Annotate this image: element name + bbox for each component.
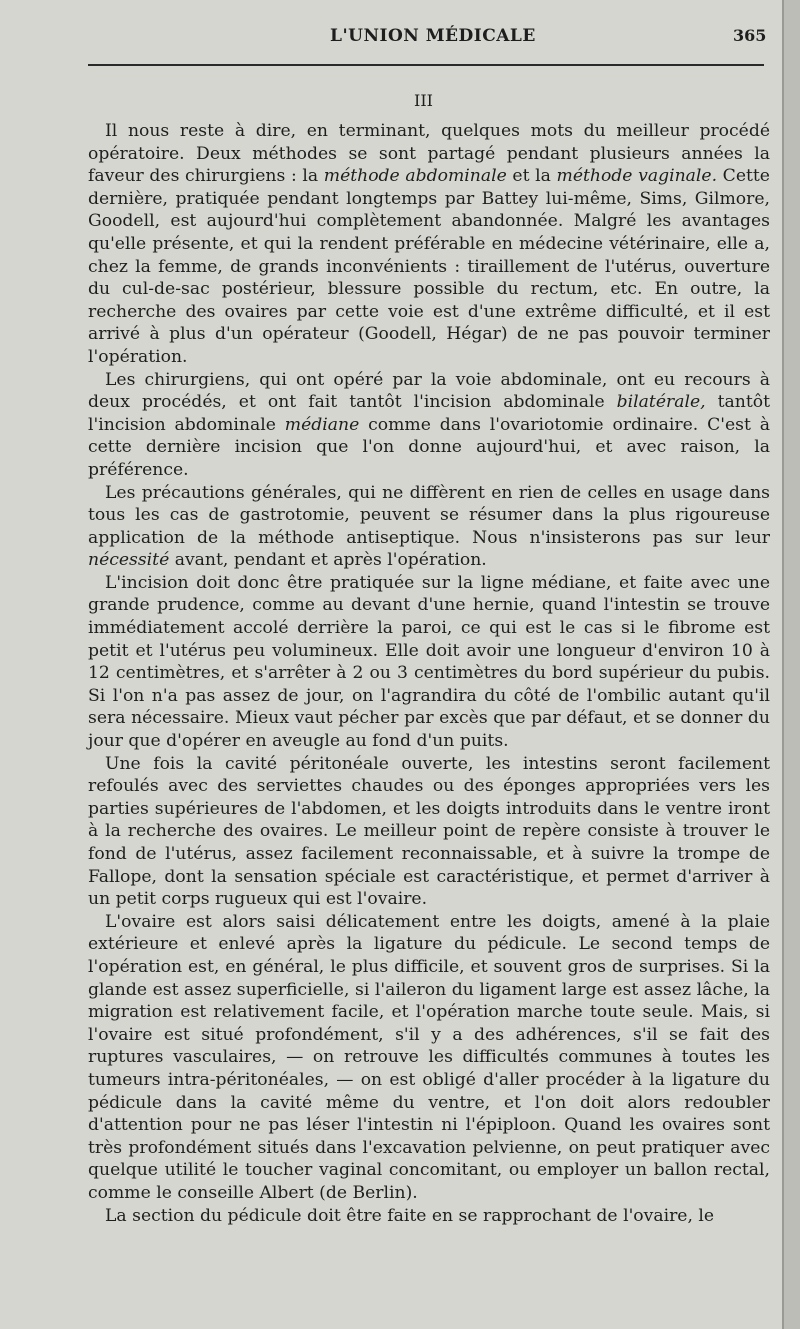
text-run: Les précautions générales, qui ne diffèrent en rien de celles en usage dans tous les cas de gastrotomie, peuvent se résumer dans la plus rigoureuse application de la méthode antiseptique. Nous n'insisterons pas sur leur bbox=[88, 482, 770, 548]
running-header bbox=[0, 26, 782, 50]
paragraph-4: L'incision doit donc être pratiquée sur la ligne médiane, et faite avec une grande prudence, comme au devant d'une hernie, quand l'intestin se trouve immédiatement accolé derrière la paroi, ce qui est le cas si le fibrome est petit et l'utérus peu volumineux. Elle doit avoir une longueur d'environ 10 à 12 centimètres, et s'arrêter à 2 ou 3 centimètres du bord supérieur du pubis. Si l'on n'a pas assez de jour, on l'agrandira du côté de l'ombilic autant qu'il sera nécessaire. Mieux vaut pécher par excès que par défaut, et se donner du jour que d'opérer en aveugle au fond d'un puits. bbox=[88, 572, 770, 752]
paragraph-5: Une fois la cavité péritonéale ouverte, les intestins seront facilement refoulés avec des serviettes chaudes ou des éponges appropriées vers les parties supérieures de l'abdomen, et les doigts introduits dans le ventre iront à la recherche des ovaires. Le meilleur point de repère consiste à trouver le fond de l'utérus, assez facilement reconnaissable, et à suivre la trompe de Fallope, dont la sensation spéciale est caractéristique, et permet d'arriver à un petit corps rugueux qui est l'ovaire. bbox=[88, 753, 770, 910]
paragraph-2 bbox=[88, 369, 770, 482]
body-text bbox=[88, 120, 770, 1227]
text-run: avant, pendant et après l'opération. bbox=[169, 550, 487, 571]
italic-term: nécessité bbox=[88, 550, 170, 571]
text-run: comme dans l'ovariotomie ordinaire. C'est à cette dernière incision que l'on donne aujourd'hui, et avec raison, la préférence. bbox=[88, 414, 771, 480]
page-number: 365 bbox=[733, 26, 767, 45]
paragraph-3 bbox=[88, 482, 770, 572]
paragraph-6: L'ovaire est alors saisi délicatement entre les doigts, amené à la plaie extérieure et enlevé après la ligature du pédicule. Le second temps de l'opération est, en général, le plus difficile, et souvent gros de surprises. Si la glande est assez superficielle, si l'aileron du ligament large est assez lâche, la migration est relativement facile, et l'opération marche toute seule. Mais, si l'ovaire est situé profondément, s'il y a des adhérences, s'il se fait des ruptures vasculaires, — on retrouve les difficultés communes à toutes les tumeurs intra-péritonéales, — on est obligé d'aller procéder à la ligature du pédicule dans la cavité même du ventre, et l'on doit alors redoubler d'attention pour ne pas léser l'intestin ni l'épiploon. Quand les ovaires sont très profondément situés dans l'excavation pelvienne, on peut pratiquer avec quelque utilité le toucher vaginal concomitant, ou employer un ballon rectal, comme le conseille Albert (de Berlin). bbox=[88, 911, 770, 1203]
italic-term: méthode vaginale. bbox=[556, 166, 718, 187]
section-number: III bbox=[414, 91, 433, 110]
paragraph-7: La section du pédicule doit être faite en se rapprochant de l'ovaire, le bbox=[105, 1205, 715, 1226]
italic-term: bilatérale, bbox=[616, 392, 706, 413]
paragraph-1 bbox=[88, 120, 770, 369]
text-run: et la bbox=[506, 166, 557, 187]
italic-term: médiane bbox=[284, 414, 360, 435]
text-run: Il nous reste à dire, en terminant, quelques mots du meilleur procédé opératoire. Deux méthodes se sont partagé pendant plusieurs années la faveur des chirurgiens : la bbox=[88, 121, 770, 187]
journal-title: L'UNION MÉDICALE bbox=[330, 26, 536, 46]
header-rule bbox=[88, 64, 764, 66]
text-run: Cette dernière, pratiquée pendant longtemps par Battey lui-même, Sims, Gilmore, Goodell, est aujourd'hui complètement abandonnée. Malgré les avantages qu'elle présente, et qui la rendent préférable en médecine vétérinaire, elle a, chez la femme, de grands inconvénients : tiraillement de l'utérus, ouverture du cul-de-sac postérieur, blessure possible du rectum, etc. En outre, la recherche des ovaires par cette voie est d'une extrême difficulté, et il est arrivé à plus d'un opérateur (Goodell, Hégar) de ne pas pouvoir terminer l'opération. bbox=[88, 166, 770, 367]
text-run: tantôt l'incision abdominale bbox=[88, 392, 770, 435]
text-run: Les chirurgiens, qui ont opéré par la voie abdominale, ont eu recours à deux procédés, et ont fait tantôt l'incision abdominale bbox=[88, 369, 770, 413]
italic-term: méthode abdominale bbox=[323, 166, 507, 187]
